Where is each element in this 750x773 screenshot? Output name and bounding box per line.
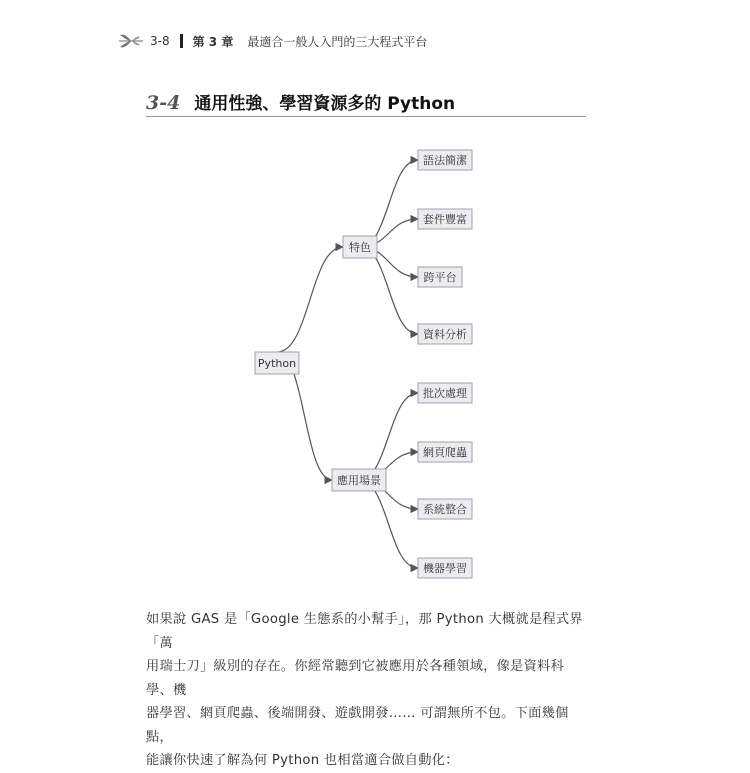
mindmap-leaf-node xyxy=(418,383,472,403)
section-number: 3-4 xyxy=(146,92,181,114)
mindmap-leaf-node xyxy=(418,209,472,229)
mindmap-branch-node-label: 特色 xyxy=(349,241,371,254)
mindmap-leaf-node-label: 網頁爬蟲 xyxy=(423,446,467,459)
chapter-title: 最適合一般人入門的三大程式平台 xyxy=(247,34,428,49)
chapter-number: 第 3 章 xyxy=(192,34,234,49)
mindmap-connector xyxy=(359,393,418,480)
mindmap-leaf-node xyxy=(418,324,472,344)
section-title: 通用性強、學習資源多的 Python xyxy=(194,94,456,114)
body-line: 用瑞士刀」級別的存在。你經常聽到它被應用於各種領域，像是資料科學、機 xyxy=(146,659,565,698)
mindmap-leaf-node xyxy=(418,150,472,170)
mindmap-leaf-node xyxy=(418,267,462,287)
mindmap-connector xyxy=(360,160,418,247)
mindmap-leaf-node xyxy=(418,442,472,462)
mindmap-leaf-node xyxy=(418,558,472,578)
mindmap-root-node xyxy=(255,352,299,374)
body-line: 器學習、網頁爬蟲、後端開發、遊戲開發…… 可謂無所不包。下面幾個點， xyxy=(146,706,569,745)
mindmap-leaf-node-label: 機器學習 xyxy=(423,562,467,575)
mindmap-branch-node xyxy=(332,469,386,491)
mindmap-branch-node-label: 應用場景 xyxy=(337,474,381,487)
body-line: 如果說 GAS 是「Google 生態系的小幫手」，那 Python 大概就是程式界「萬 xyxy=(146,612,583,651)
body-line: 能讓你快速了解為何 Python 也相當適合做自動化： xyxy=(146,753,459,768)
mindmap-leaf-node-label: 跨平台 xyxy=(423,271,457,284)
mindmap-root-node-label: Python xyxy=(257,357,297,370)
mindmap-leaf-node-label: 套件豐富 xyxy=(423,213,467,226)
mindmap-leaf-node xyxy=(418,499,472,519)
mindmap-connector xyxy=(359,480,418,568)
body-paragraph xyxy=(146,608,590,773)
mindmap-nodes xyxy=(255,150,472,578)
mindmap-leaf-node-label: 語法簡潔 xyxy=(423,154,467,167)
mindmap-leaf-node-label: 系統整合 xyxy=(423,503,467,516)
mindmap-connector xyxy=(277,247,343,352)
mindmap-connector xyxy=(360,247,418,334)
page-number: 3-8 xyxy=(150,34,170,48)
mindmap-branch-node xyxy=(343,236,377,258)
mindmap-leaf-node-label: 資料分析 xyxy=(423,328,467,341)
mindmap-leaf-node-label: 批次處理 xyxy=(423,387,467,400)
